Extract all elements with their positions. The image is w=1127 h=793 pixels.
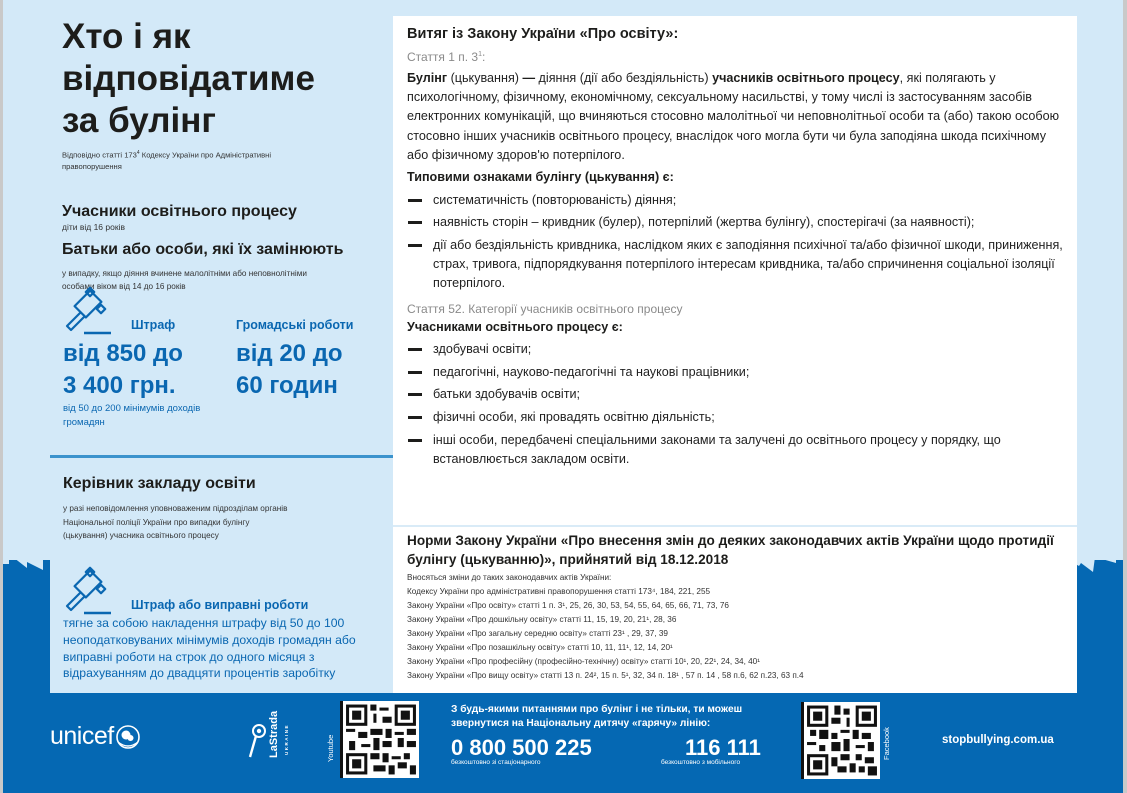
note-prefix: Відповідно статті 173	[62, 150, 137, 160]
lastrada-wordmark: LaStrada	[268, 710, 280, 758]
hotline-text: З будь-якими питаннями про булінг і не тільки, ти можеш звернутися на Національну дитячу «гарячу» лінію:	[451, 704, 743, 729]
penalty-label: Штраф або виправні роботи	[131, 598, 309, 612]
norms-line: Закону України «Про позашкільну освіту» статті 10, 11, 11¹, 12, 14, 20¹	[407, 643, 673, 652]
penalty-block	[63, 598, 383, 682]
parents-heading: Батьки або особи, які їх замінюють	[62, 240, 344, 258]
definition-text: діяння (дії або бездіяльність)	[535, 71, 713, 85]
norms-line: Закону України «Про професійну (професійно-технічну) освіту» статті 10¹, 20, 22¹, 24, 34, 40¹	[407, 657, 760, 666]
lastrada-sub: UKRAINE	[284, 723, 289, 755]
fine-note: від 50 до 200 мінімумів доходів громадян	[63, 403, 201, 428]
head-heading: Керівник закладу освіти	[63, 475, 256, 492]
definition-dash: —	[522, 71, 536, 85]
section-divider	[50, 455, 393, 458]
community-work-value-line2: 60 годин	[236, 372, 338, 399]
hotline-phone-mobile-note: безкоштовно з мобільного	[661, 759, 741, 766]
unicef-logo	[50, 722, 141, 751]
norms-line: Закону України «Про загальну середню освіту» статті 23¹ , 29, 37, 39	[407, 629, 668, 638]
definition-text: (цькування)	[447, 71, 523, 85]
article-ref-suffix: :	[482, 50, 486, 64]
parents-sub: у випадку, якщо діяння вчинене малолітніми або неповнолітніми особами віком від 14 до 16 років	[62, 268, 307, 291]
list-item: фізичні особи, які провадять освітню діяльність;	[407, 408, 1063, 427]
facebook-qr-code[interactable]	[804, 702, 880, 779]
youtube-label: Youtube	[326, 734, 335, 762]
norms-line: Закону України «Про дошкільну освіту» статті 11, 15, 19, 20, 21¹, 28, 36	[407, 615, 677, 624]
participants-heading: Учасники освітнього процесу	[62, 202, 297, 220]
unicef-wordmark: unicef	[50, 722, 114, 750]
definition-term: Булінг	[407, 71, 448, 85]
signs-list	[407, 191, 1063, 294]
list-item: педагогічні, науково-педагогічні та наукові працівники;	[407, 363, 1063, 382]
head-of-institution-block	[63, 474, 383, 543]
list-item: дії або бездіяльність кривдника, наслідком яких є заподіяння психічної та/або фізичної шкоди, приниження, страх, тривога, підпорядкування потерпілого інтересам кривдника, та/або спричинення соціальної ізоляції потерпілого.	[407, 236, 1063, 294]
bullying-definition	[407, 69, 1063, 165]
list-item: здобувачі освіти;	[407, 340, 1063, 359]
hotline-block	[451, 703, 791, 766]
lastrada-logo	[246, 710, 296, 760]
note-suffix: Кодексу України про Адміністративні правопорушення	[62, 150, 272, 171]
norms-line: Закону України «Про вищу освіту» статті 13 п. 24², 15 п. 5¹, 32, 34 п. 18¹ , 57 п. 14 , 58 п.6, 62 п.23, 63 п.4	[407, 671, 804, 680]
penalty-text: тягне за собою накладення штрафу від 50 до 100 неоподатковуваних мінімумів доходів громадян або виправні роботи на строк до одного місяця з відрахуванням до двадцяти процентів заробітку	[63, 616, 356, 681]
community-work-block	[236, 318, 386, 402]
norms-line: Кодексу України про адміністративні правопорушення статті 173⁴, 184, 221, 255	[407, 587, 711, 596]
list-item: систематичність (повторюваність) діяння;	[407, 191, 1063, 210]
article-ref-text: Стаття 1 п. 3	[407, 50, 479, 64]
article-ref-sup: 1	[478, 51, 483, 58]
legal-basis-note	[62, 148, 322, 172]
title-line: відповідатиме	[62, 59, 315, 98]
list-item: інші особи, передбачені спеціальними законами та залучені до освітнього процесу у порядку, що встановлюється закладом освіти.	[407, 431, 1063, 469]
signs-heading: Типовими ознаками булінгу (цькування) є:	[407, 170, 674, 185]
community-work-label: Громадські роботи	[236, 318, 354, 332]
facebook-label: Facebook	[882, 727, 891, 760]
page-edge-right	[1123, 0, 1127, 793]
norms-title: Норми Закону України «Про внесення змін до деяких законодавчих актів України щодо протидії булінгу (цькуванню)», прийнятий від 18.12.2018	[407, 533, 1054, 567]
norms-intro: Вносяться зміни до таких законодавчих актів України:	[407, 573, 612, 582]
participants-list-heading: Учасниками освітнього процесу є:	[407, 319, 623, 334]
title-line: за булінг	[62, 101, 216, 140]
community-work-value-line1: від 20 до	[236, 340, 343, 367]
norms-section	[393, 531, 1077, 683]
panel-divider	[393, 525, 1077, 527]
unicef-emblem-icon	[115, 724, 141, 750]
fine-label: Штраф	[131, 318, 176, 332]
fine-value-line2: 3 400 грн.	[63, 372, 176, 399]
list-item: наявність сторін – кривдник (булер), потерпілий (жертва булінгу), спостерігачі (за наявності);	[407, 213, 1063, 232]
definition-text: , які полягають у психологічному, фізичному, економічному, сексуальному насильстві, у тому числі із застосуванням засобів електронних комунікацій, що вчиняються стосовно малолітньої чи неповнолітньої особи та (або) такою особою стосовно інших учасників освітнього процесу, внаслідок чого могла бути чи була заподіяна шкода психічному або фізичному здоров'ю потерпілого.	[407, 71, 1060, 162]
left-column	[62, 16, 392, 293]
law-extract-section	[393, 16, 1077, 526]
qr-code-icon	[343, 701, 419, 778]
fine-block	[63, 318, 233, 430]
hotline-phone-mobile[interactable]: 116 111	[685, 735, 761, 760]
participants-sub: діти від 16 років	[62, 221, 125, 232]
title-line: Хто і як	[62, 17, 191, 56]
extract-title: Витяг із Закону України «Про освіту»:	[407, 26, 679, 42]
definition-bold: учасників освітнього процесу	[712, 71, 900, 85]
hotline-phone-landline[interactable]: 0 800 500 225	[451, 735, 592, 760]
list-item: батьки здобувачів освіти;	[407, 385, 1063, 404]
youtube-qr-code[interactable]	[343, 701, 419, 778]
hotline-phone-landline-note: безкоштовно зі стаціонарного	[451, 759, 541, 766]
qr-code-icon	[804, 702, 880, 779]
note-sup: 4	[136, 150, 140, 156]
article-52-ref: Стаття 52. Категорії учасників освітнього процесу	[407, 301, 683, 316]
head-sub: у разі неповідомлення уповноваженим підрозділам органів Національної поліції України про випадки булінгу (цькування) учасника освітнього процесу	[63, 504, 288, 540]
article-1-ref	[407, 46, 1063, 66]
norms-line: Закону України «Про освіту» статті 1 п. 3¹, 25, 26, 30, 53, 54, 55, 64, 65, 66, 71, 73, 76	[407, 601, 729, 610]
lastrada-emblem-icon	[248, 723, 266, 759]
fine-value-line1: від 850 до	[63, 340, 183, 367]
participants-list	[407, 340, 1063, 469]
law-extract-panel	[393, 16, 1077, 693]
website-link[interactable]: stopbullying.com.ua	[942, 734, 1054, 746]
main-title	[62, 16, 392, 142]
